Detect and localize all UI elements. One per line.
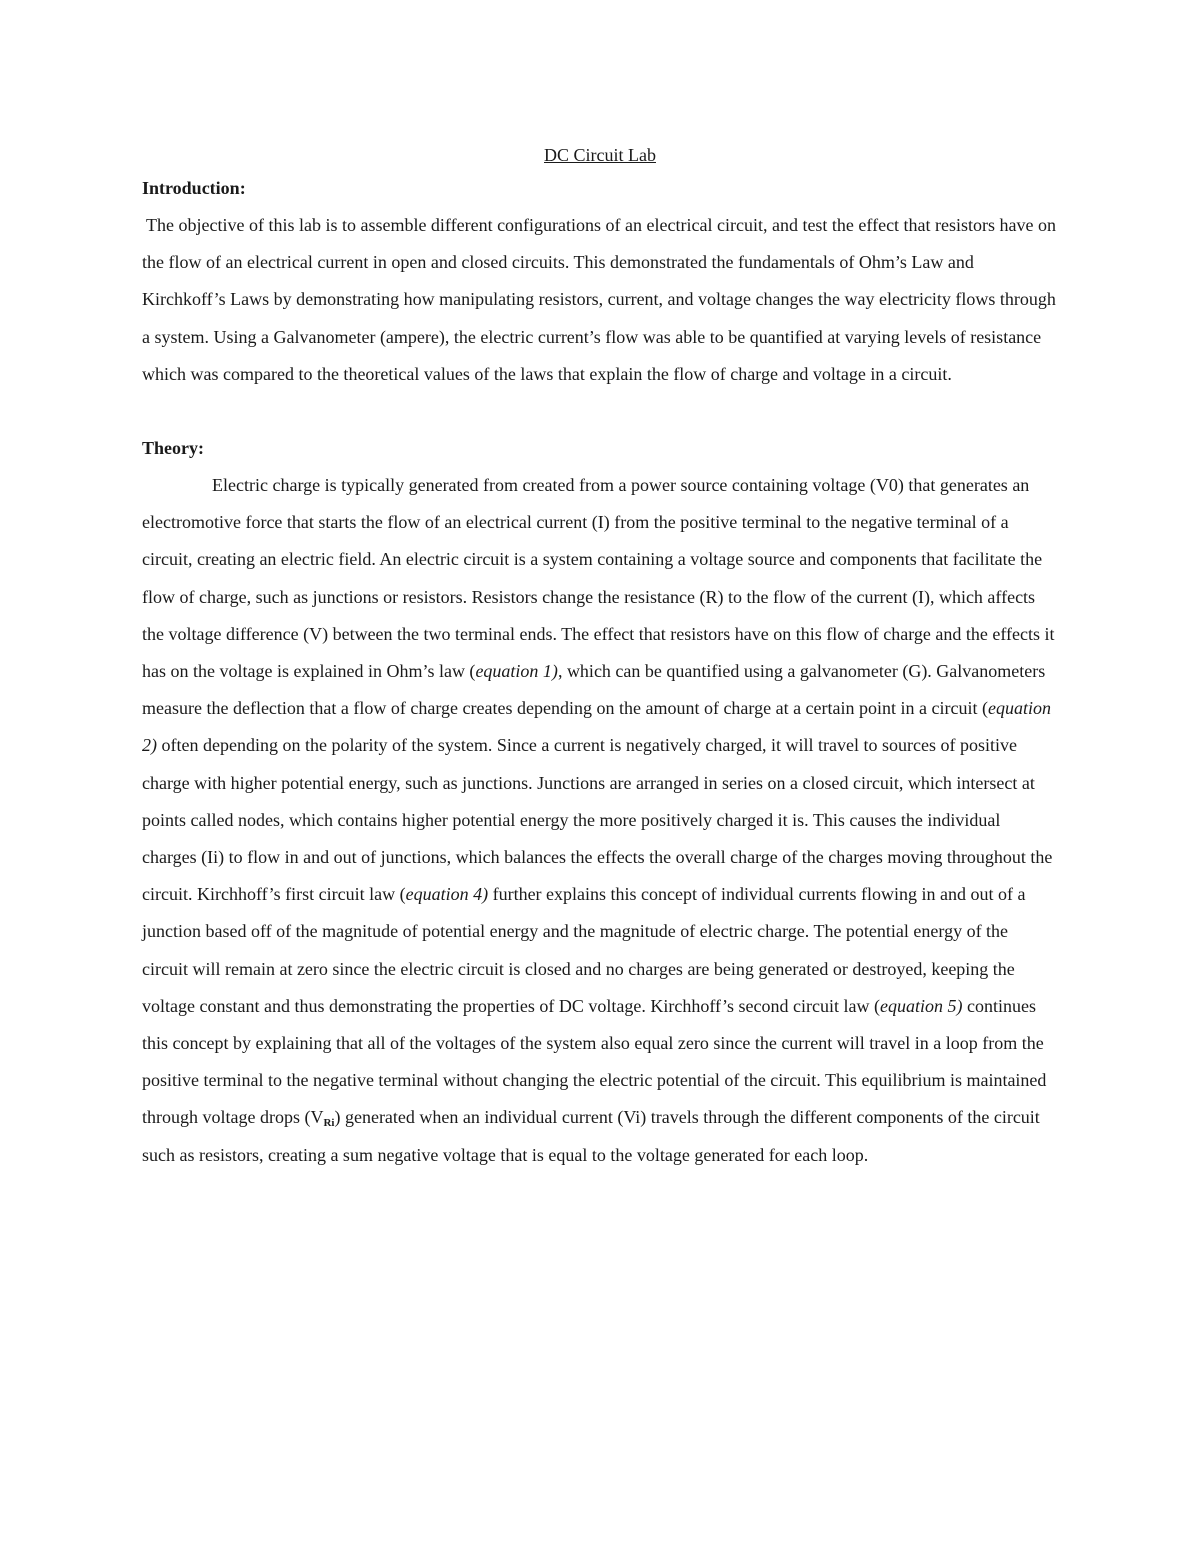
equation-4-reference: equation 4) <box>405 884 489 905</box>
theory-text-segment: , which can be quantified using a galvanometer (G). Galvanometers measure the deflection that a flow of charge creates depending on the amount of charge at a certain point in a circuit ( <box>142 661 1046 719</box>
section-spacer <box>142 393 1058 430</box>
voltage-drop-subscript: Ri <box>323 1117 335 1130</box>
theory-text-segment: continues this concept by explaining that all of the voltages of the system also equal zero since the current will travel in a loop from the positive terminal to the negative terminal without changing the electric potential of the circuit. This equilibrium is maintained through voltage drops (V <box>142 995 1047 1128</box>
theory-text-segment: Electric charge is typically generated from created from a power source containing voltage (V0) that generates an electromotive force that starts the flow of an electrical current (I) from the positive terminal to the negative terminal of a circuit, creating an electric field. An electric circuit is a system containing a voltage source and components that facilitate the flow of charge, such as junctions or resistors. Resistors change the resistance (R) to the flow of the current (I), which affects the voltage difference (V) between the two terminal ends. The effect that resistors have on this flow of charge and the effects it has on the voltage is explained in Ohm’s law ( <box>142 475 1055 682</box>
equation-5-reference: equation 5) <box>879 995 963 1016</box>
theory-text-segment: often depending on the polarity of the system. Since a current is negatively charged, it will travel to sources of positive charge with higher potential energy, such as junctions. Junctions are arranged in series on a closed circuit, which intersect at points called nodes, which contains higher potential energy the more positively charged it is. This causes the individual charges (Ii) to flow in and out of junctions, which balances the effects the overall charge of the charges moving throughout the circuit. Kirchhoff’s first circuit law ( <box>142 735 1053 905</box>
theory-paragraph <box>142 467 1058 1174</box>
equation-2-reference: equation 2) <box>142 698 1051 756</box>
theory-text-segment: ) generated when an individual current (Vi) travels through the different components of the circuit such as resistors, creating a sum negative voltage that is equal to the voltage generated for each loop. <box>142 1107 1040 1165</box>
theory-text-segment: further explains this concept of individual currents flowing in and out of a junction based off of the magnitude of potential energy and the magnitude of electric charge. The potential energy of the circuit will remain at zero since the electric circuit is closed and no charges are being generated or destroyed, keeping the voltage constant and thus demonstrating the properties of DC voltage. Kirchhoff’s second circuit law ( <box>142 884 1026 1016</box>
document-page <box>142 140 1058 1174</box>
document-title: DC Circuit Lab <box>544 145 656 165</box>
introduction-paragraph: The objective of this lab is to assemble different configurations of an electrical circuit, and test the effect that resistors have on the flow of an electrical current in open and closed circuits. This demonstrated the fundamentals of Ohm’s Law and Kirchkoff’s Laws by demonstrating how manipulating resistors, current, and voltage changes the way electricity flows through a system. Using a Galvanometer (ampere), the electric current’s flow was able to be quantified at varying levels of resistance which was compared to the theoretical values of the laws that explain the flow of charge and voltage in a circuit. <box>142 215 1057 384</box>
introduction-heading: Introduction: <box>142 178 246 198</box>
equation-1-reference: equation 1) <box>475 661 558 682</box>
theory-heading: Theory: <box>142 438 204 459</box>
